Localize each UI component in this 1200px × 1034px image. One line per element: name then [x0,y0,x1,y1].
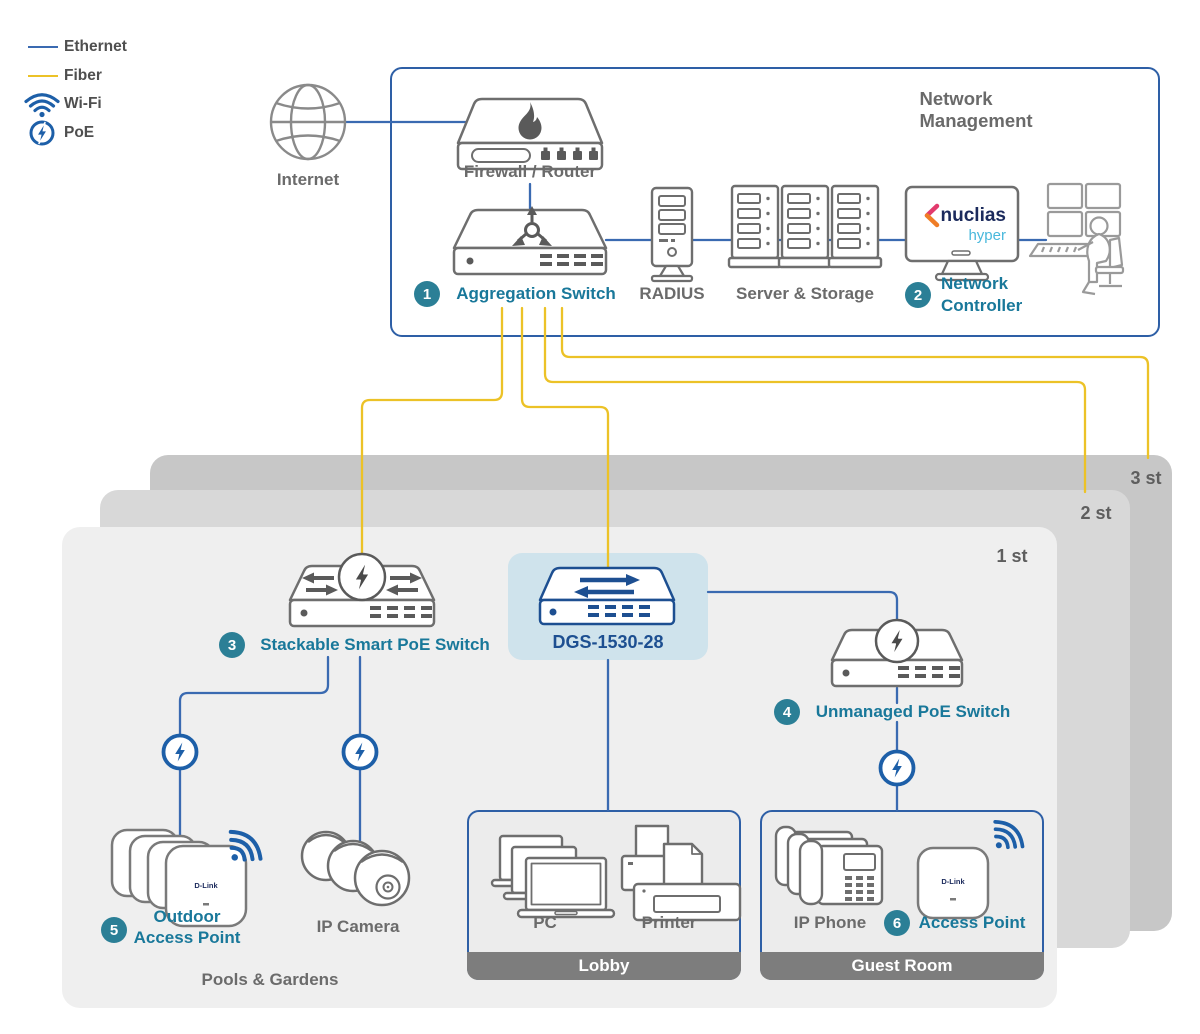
pools-gardens-label: Pools & Gardens [201,970,339,989]
network-controller-monitor [906,187,1018,280]
printer-icon [622,826,740,920]
legend-label-wifi: Wi-Fi [64,95,102,112]
aggregation-switch-icon [454,206,606,274]
badge-4: 4 [774,699,800,725]
poe-icon-mid [344,736,377,769]
badge-6: 6 [884,910,910,936]
badge-5: 5 [101,917,127,943]
internet-globe-icon [271,85,345,159]
dlink-brand-text: D-Link [194,881,218,890]
ip-phone-icon [776,827,882,904]
floor1-label: 1 st [996,546,1028,566]
legend-label-poe: PoE [64,124,95,141]
poe-circle-unmanaged [876,620,918,662]
dlink-brand-text: D-Link [941,877,965,886]
firewall-router-icon [458,99,602,169]
legend-label-fiber: Fiber [64,67,102,84]
guest-ap-label: Access Point [918,913,1026,932]
ip-camera-icon [302,832,409,905]
legend-label-ethernet: Ethernet [64,38,127,55]
pc-icon [492,836,614,917]
fiber-legend-swatch [28,75,58,77]
floor3-label: 3 st [1130,468,1162,488]
stackable-label: Stackable Smart PoE Switch [260,635,490,654]
aggregation-label: Aggregation Switch [456,284,616,303]
ip-phone-label: IP Phone [793,913,867,932]
legend-poe-icon [31,122,53,144]
floor2-label: 2 st [1080,503,1112,523]
dgs-switch-icon [540,568,674,624]
unmanaged-switch-icon [832,620,962,686]
radius-server-icon [652,188,692,281]
badge-3: 3 [219,632,245,658]
nuclias-sub-text: hyper [968,227,1006,244]
server-storage-icon [729,186,881,267]
pc-label: PC [533,913,557,932]
printer-label: Printer [641,913,697,932]
lobby-bar: Lobby [467,952,741,980]
unmanaged-label: Unmanaged PoE Switch [815,702,1011,721]
badge-2: 2 [905,282,931,308]
firewall-label: Firewall / Router [463,162,597,181]
poe-icon-left [164,736,197,769]
radius-label: RADIUS [639,284,705,303]
fiber-lines [362,308,1148,578]
controller-label: Network Controller [941,274,1023,315]
poe-icon-right [881,752,914,785]
internet-label: Internet [276,170,340,189]
badge-1: 1 [414,281,440,307]
stackable-switch-icon [290,554,434,626]
access-point-icon [918,816,1028,918]
ethernet-legend-swatch [28,46,58,48]
ip-camera-label: IP Camera [316,917,400,936]
dgs-label: DGS-1530-28 [552,632,664,652]
wifi-icon [983,816,1028,860]
server-storage-label: Server & Storage [736,284,874,303]
poe-circle-stackable [339,554,385,600]
network-management-title: Network Management [919,88,1033,131]
legend-wifi-icon [26,95,58,117]
guest-room-bar: Guest Room [760,952,1044,980]
outdoor-ap-label: Outdoor Access Point [133,907,241,947]
nuclias-brand-text: nuclias [940,205,1006,226]
